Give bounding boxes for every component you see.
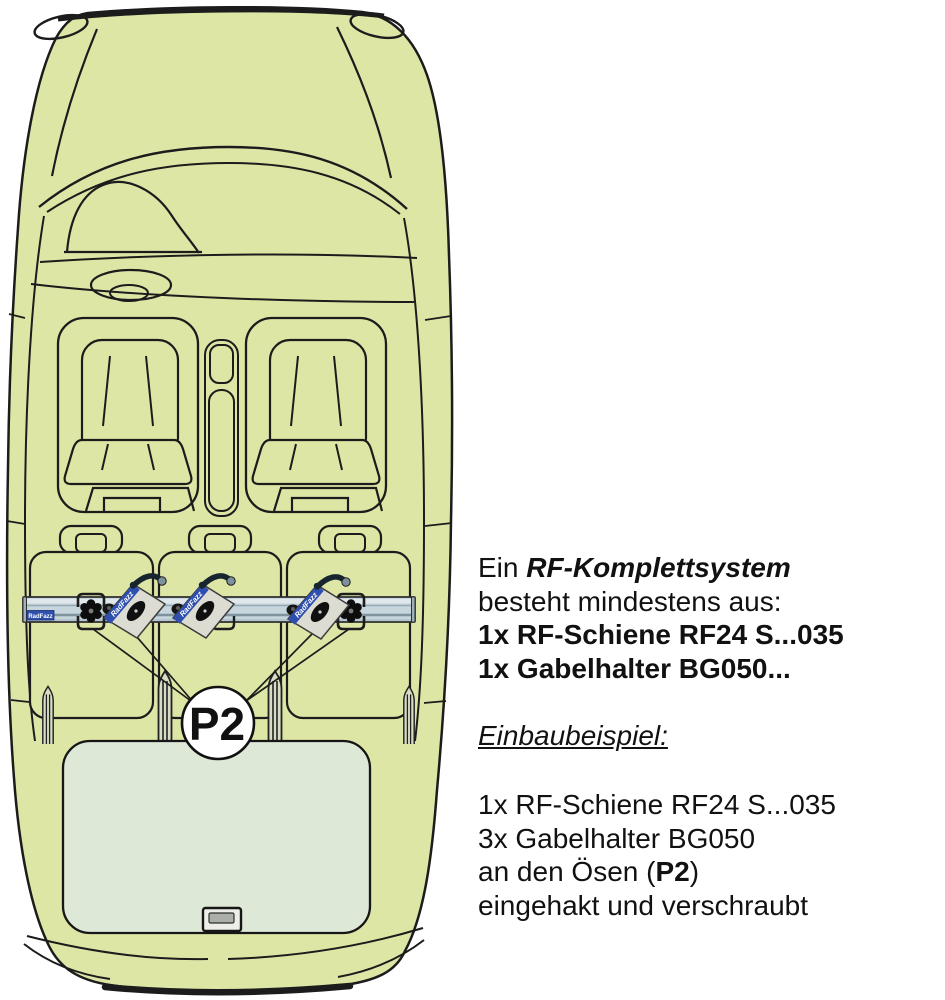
system-name: RF-Komplettsystem (526, 552, 791, 583)
fork-holder-1-label: RadFazz (108, 589, 136, 619)
trunk-lid (63, 741, 370, 933)
rail-brand-label: RadFazz (28, 614, 53, 620)
example-heading: Einbaubeispiel: (478, 720, 668, 751)
trunk-handle (203, 908, 241, 931)
rear-headrest-center (189, 526, 251, 553)
example-item-4: eingehakt und verschraubt (478, 889, 808, 921)
seatbelt-buckle (43, 686, 53, 744)
intro-line-1: Ein RF-Komplettsystem (478, 552, 791, 583)
example-item-2: 3x Gabelhalter BG050 (478, 822, 756, 854)
rear-seat-right (287, 552, 410, 718)
rear-headrest-left (60, 526, 122, 553)
intro-item-2: 1x Gabelhalter BG050... (478, 652, 791, 684)
fork-holder-3-label: RadFazz (292, 590, 320, 620)
rear-headrest-right (319, 526, 381, 553)
example-text (478, 788, 836, 922)
example-item-3: an den Ösen (P2) (478, 856, 700, 887)
intro-text (478, 551, 844, 685)
vehicle-top-view-diagram (0, 0, 460, 1000)
center-console (205, 340, 238, 516)
front-seat-right (246, 318, 386, 512)
fork-holder-2-label: RadFazz (177, 589, 205, 619)
intro-item-1: 1x RF-Schiene RF24 S...035 (478, 619, 844, 650)
example-item-1: 1x RF-Schiene RF24 S...035 (478, 789, 836, 820)
p2-callout-label: P2 (188, 698, 246, 750)
front-seat-left (58, 318, 198, 512)
seatbelt-buckle (269, 671, 282, 743)
seatbelt-buckle (404, 686, 414, 744)
intro-line-2: besteht mindestens aus: (478, 585, 782, 617)
